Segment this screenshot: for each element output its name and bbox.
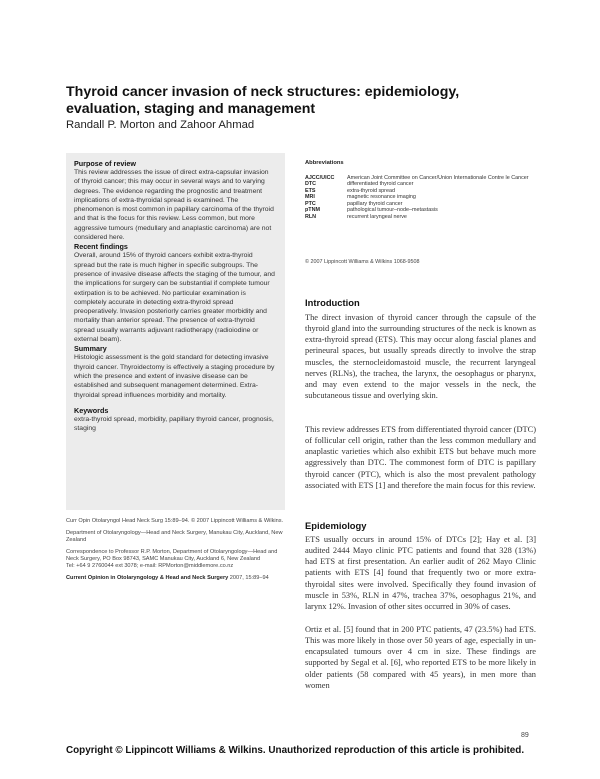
- abbreviation-value: magnetic resonance imaging: [347, 194, 416, 200]
- summary-text: Histologic assessment is the gold standard for detecting invasive thyroid cancer. Thyroidectomy is effectively a staging procedure by which the presence and extent of invasive disease can be established and subsequent management determined. Extra-thyroidal spread influences morbidity and mortality.: [74, 354, 275, 399]
- article-authors: Randall P. Morton and Zahoor Ahmad: [66, 119, 255, 131]
- summary-heading: Summary: [74, 344, 107, 354]
- abbreviation-value: recurrent laryngeal nerve: [347, 213, 407, 220]
- abbreviation-key: PTC: [305, 200, 316, 207]
- issn-copyright: © 2007 Lippincott Williams & Wilkins 1068-9508: [305, 259, 420, 265]
- epidemiology-heading: Epidemiology: [305, 520, 367, 531]
- abbreviation-value: differentiated thyroid cancer: [347, 181, 414, 187]
- article-title: Thyroid cancer invasion of neck structures: epidemiology, evaluation, staging and management: [66, 84, 460, 117]
- abbreviation-key: AJCC/UICC: [305, 174, 335, 181]
- page-number: 89: [521, 732, 529, 739]
- findings-text: Overall, around 15% of thyroid cancers exhibit extra-thyroid spread but the rate is much higher in specific subgroups. The presence of invasive disease affects the staging of the tumour, and the implications for surgery can be substantial if complete tumour extirpation is to be achieved. No particular examination is completely accurate in detecting extra-thyroid spread preoperatively. Invasion posteriorly carries greater morbidity and mortality than anterior spread. The presence of extra-thyroid spread usually warrants adjuvant radiotherapy (radioiodine or external beam).: [74, 252, 275, 344]
- abbreviation-value: extra-thyroid spread: [347, 187, 395, 194]
- citation-note: Curr Opin Otolaryngol Head Neck Surg 15:89–94. © 2007 Lippincott Williams & Wilkins.: [66, 518, 284, 524]
- abstract-box: [66, 153, 285, 510]
- contact-text: Tel: +64 9 2760044 ext 3078; e-mail: RPMorton@middlemore.co.nz: [66, 563, 234, 570]
- keywords-heading: Keywords: [74, 405, 109, 415]
- abbreviations-heading: Abbreviations: [305, 160, 344, 166]
- abbreviation-value: American Joint Committee on Cancer/Union Internationale Contre le Cancer: [347, 174, 529, 181]
- abbreviation-row: [305, 214, 545, 221]
- correspondence-text: Correspondence to Professor R.P. Morton, Department of Otolaryngology—Head and Neck Surgery, PO Box 98743, SAMC Manukau City, Auckland 6, New Zealand: [66, 548, 278, 563]
- abbreviation-key: RLN: [305, 213, 317, 220]
- journal-issue: 2007, 15:89–94: [228, 575, 269, 582]
- abbreviation-key: ETS: [305, 187, 316, 194]
- introduction-paragraph-2: This review addresses ETS from differentiated thyroid cancer (DTC) of follicular cell origin, rather than the less common medullary and anaplastic varieties which also exhibit ETS but behave much more aggressively than DTC. The commonest form of DTC is papillary thyroid cancer (PTC), which is also the most prevalent pathology associated with ETS [1] and therefore the main focus for this review.: [305, 425, 537, 490]
- abbreviations-list: [305, 160, 545, 220]
- abbreviation-value: papillary thyroid cancer: [347, 200, 403, 207]
- journal-reference: [66, 575, 288, 582]
- epidemiology-paragraph-2: Ortiz et al. [5] found that in 200 PTC patients, 47 (23.5%) had ETS. This was more likely in those over 50 years of age, especially in un-encapsulated tumours over 4 cm in size. These findings are supported by Segal et al. [6], who reported ETS to be more likely in older patients (58 compared with 45 years), in men more than women: [305, 625, 536, 690]
- journal-name: Current Opinion in Otolaryngology & Head and Neck Surgery: [66, 575, 229, 582]
- affiliation-note: Department of Otolaryngology—Head and Neck Surgery, Manukau City, Auckland, New Zealand: [66, 529, 283, 544]
- article-notes: [66, 518, 288, 587]
- introduction-heading: Introduction: [305, 297, 360, 308]
- correspondence-note: [66, 549, 288, 571]
- findings-heading: Recent findings: [74, 242, 128, 252]
- abbreviation-key: DTC: [305, 181, 317, 187]
- keywords-text: extra-thyroid spread, morbidity, papillary thyroid cancer, prognosis, staging: [74, 415, 274, 433]
- abbreviation-key: MRI: [305, 194, 315, 200]
- introduction-paragraph-1: The direct invasion of thyroid cancer through the capsule of the thyroid gland into the surrounding structures of the neck is known as extra-thyroid spread (ETS). This may occur along fascial planes and perineural spaces, but usually spreads directly to involve the strap muscles, the sternocleidomastoid muscle, the recurrent laryngeal nerves (RLNs), the trachea, the larynx, the oesophagus or pharynx, and may even extend to the major vessels in the neck, the subcutaneous tissue and overlying skin.: [305, 313, 536, 401]
- abbreviation-key: pTNM: [305, 207, 320, 213]
- purpose-heading: Purpose of review: [74, 159, 136, 168]
- copyright-footer: Copyright © Lippincott Williams & Wilkins. Unauthorized reproduction of this article is prohibited.: [66, 745, 525, 756]
- abbreviation-value: pathological tumour–node–metastasis: [347, 207, 438, 213]
- purpose-text: This review addresses the issue of direct extra-capsular invasion of thyroid cancer; this may occur in several ways and to varying degrees. The evidence regarding the prognostic and treatment implications of extra-thyroidal spread is examined. The phenomenon is most common in papillary carcinoma of the thyroid and that is the focus for this review. Less common, but more aggressive tumours (medullary and anaplastic carcinoma) are not considered here.: [74, 169, 274, 242]
- epidemiology-paragraph-1: ETS usually occurs in around 15% of DTCs [2]; Hay et al. [3] audited 2444 Mayo clinic PTC patients and found that 328 (13%) had ETS at first presentation. An earlier audit of 262 Mayo Clinic patients with ETS [4] found that frequently two or more extra-thyroidal sites were involved. Specifically they found invasion of muscle in 53%, RLN in 47%, trachea 37%, oesophagus 21%, and larynx 12%. Invasion of other sites occurred in 30% of cases.: [305, 535, 536, 611]
